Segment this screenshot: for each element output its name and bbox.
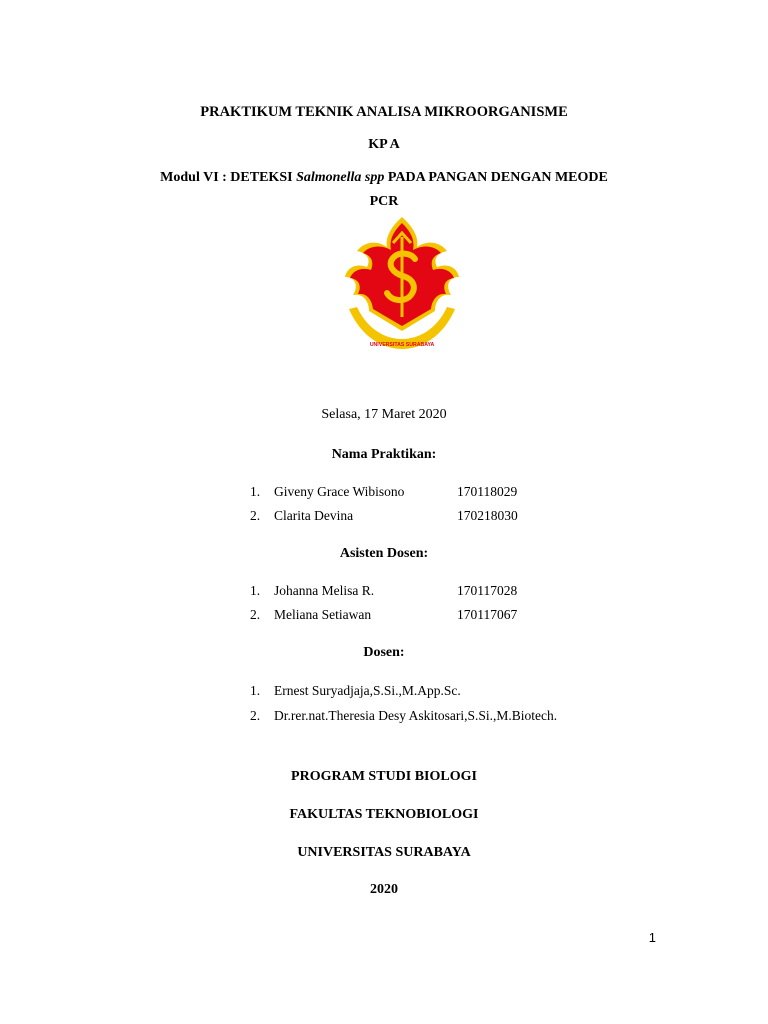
- list-number: 2.: [250, 708, 261, 723]
- asisten-name: Johanna Melisa R.: [274, 583, 375, 598]
- university-label: UNIVERSITAS SURABAYA: [297, 845, 471, 860]
- university-logo-icon: [341, 213, 463, 355]
- asisten-name: Meliana Setiawan: [274, 607, 372, 622]
- faculty-label: FAKULTAS TEKNOBIOLOGI: [289, 807, 479, 822]
- praktikan-nim: 170218030: [457, 508, 518, 523]
- module-title-organism: Salmonella spp: [296, 170, 385, 185]
- dosen-heading: Dosen:: [363, 645, 405, 660]
- module-title-suffix: PADA PANGAN DENGAN MEODE: [384, 170, 608, 185]
- list-item: [250, 682, 670, 700]
- class-label: KP A: [368, 137, 400, 152]
- year-label: 2020: [370, 882, 398, 897]
- list-item: [250, 582, 670, 600]
- asisten-nim: 170117028: [457, 583, 518, 598]
- asisten-heading: Asisten Dosen:: [339, 546, 429, 561]
- list-item: [250, 507, 670, 525]
- asisten-nim: 170117067: [457, 607, 518, 622]
- list-item: [250, 483, 670, 501]
- praktikan-heading: Nama Praktikan:: [331, 447, 437, 462]
- dosen-name: Dr.rer.nat.Theresia Desy Askitosari,S.Si.,M.Biotech.: [274, 708, 558, 723]
- praktikan-name: Clarita Devina: [274, 508, 354, 523]
- module-title-prefix: Modul VI : DETEKSI: [160, 170, 297, 185]
- list-number: 2.: [250, 607, 261, 622]
- module-title-line2: PCR: [369, 194, 399, 209]
- list-number: 1.: [250, 583, 261, 598]
- list-number: 1.: [250, 484, 261, 499]
- list-number: 1.: [250, 683, 261, 698]
- praktikan-nim: 170118029: [457, 484, 518, 499]
- praktikan-name: Giveny Grace Wibisono: [274, 484, 405, 499]
- logo-text: UNIVERSITAS SURABAYA: [369, 342, 435, 348]
- page-number: 1: [648, 930, 656, 945]
- dosen-name: Ernest Suryadjaja,S.Si.,M.App.Sc.: [274, 683, 461, 698]
- list-number: 2.: [250, 508, 261, 523]
- list-item: [250, 707, 670, 725]
- module-title: [0, 169, 768, 187]
- list-item: [250, 606, 670, 624]
- document-title: PRAKTIKUM TEKNIK ANALISA MIKROORGANISME: [200, 104, 568, 120]
- date-label: Selasa, 17 Maret 2020: [321, 407, 447, 422]
- program-label: PROGRAM STUDI BIOLOGI: [291, 769, 477, 784]
